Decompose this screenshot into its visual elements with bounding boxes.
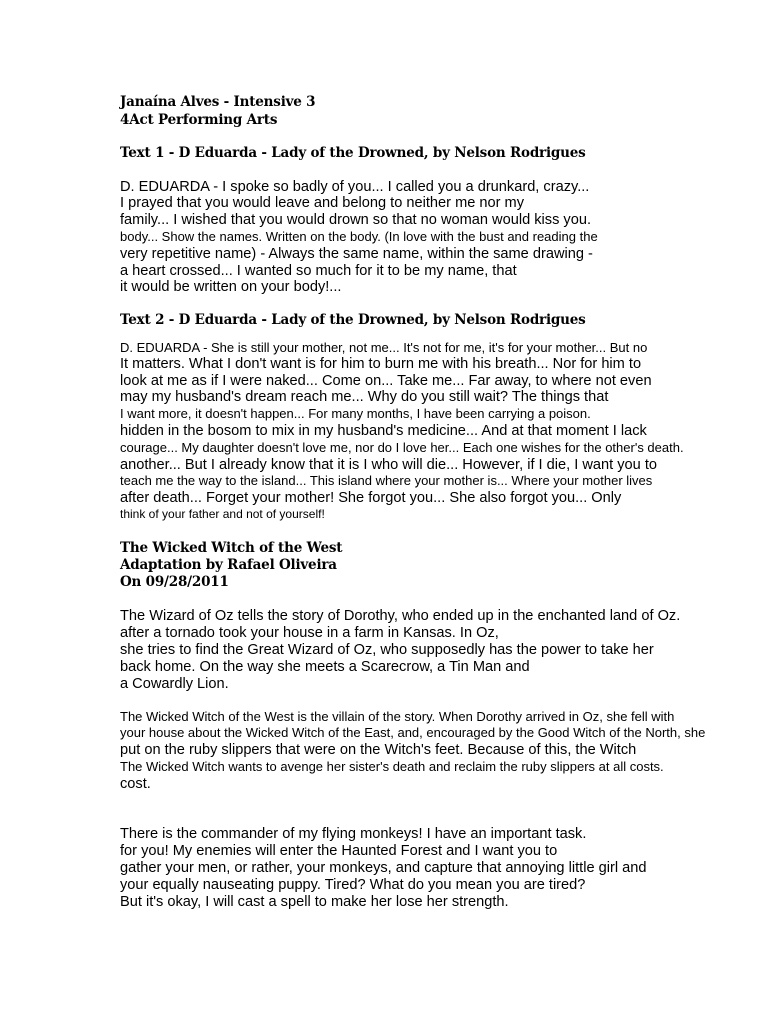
text1-title: Text 1 - D Eduarda - Lady of the Drowned, by Nelson Rodrigues [120, 145, 586, 161]
text1-line: very repetitive name) - Always the same name, within the same drawing - [120, 246, 593, 262]
text2-title: Text 2 - D Eduarda - Lady of the Drowned, by Nelson Rodrigues [120, 312, 586, 328]
text1-line: it would be written on your body!... [120, 279, 342, 295]
witch-para2-line: put on the ruby slippers that were on the Witch's feet. Because of this, the Witch [120, 742, 637, 758]
text1-line: D. EDUARDA - I spoke so badly of you... I called you a drunkard, crazy... [120, 179, 590, 195]
text1-line: I prayed that you would leave and belong to neither me nor my [120, 195, 525, 211]
witch-para1-line: after a tornado took your house in a farm in Kansas. In Oz, [120, 625, 499, 641]
text2-line: I want more, it doesn't happen... For many months, I have been carrying a poison. [120, 406, 591, 421]
text1-line: family... I wished that you would drown so that no woman would kiss you. [120, 212, 592, 228]
text1-line: body... Show the names. Written on the body. (In love with the bust and reading the [120, 229, 598, 244]
author-line: Janaína Alves - Intensive 3 [120, 94, 316, 110]
witch-para3-line: There is the commander of my flying monkeys! I have an important task. [120, 826, 587, 842]
text1-line: a heart crossed... I wanted so much for it to be my name, that [120, 263, 517, 279]
witch-para3-line: gather your men, or rather, your monkeys, and capture that annoying little girl and [120, 860, 647, 876]
text2-line: hidden in the bosom to mix in my husband's medicine... And at that moment I lack [120, 423, 647, 439]
witch-title: The Wicked Witch of the West [120, 540, 343, 556]
witch-para3-line: But it's okay, I will cast a spell to make her lose her strength. [120, 894, 509, 910]
text2-line: look at me as if I were naked... Come on... Take me... Far away, to where not even [120, 373, 652, 389]
text2-line: teach me the way to the island... This island where your mother is... Where your mother lives [120, 473, 653, 488]
witch-para1-line: back home. On the way she meets a Scarecrow, a Tin Man and [120, 659, 530, 675]
witch-para1-line: The Wizard of Oz tells the story of Dorothy, who ended up in the enchanted land of Oz. [120, 608, 681, 624]
witch-date: On 09/28/2011 [120, 574, 229, 590]
text2-line: think of your father and not of yourself! [120, 507, 325, 521]
text2-line: courage... My daughter doesn't love me, nor do I love her... Each one wishes for the other's death. [120, 440, 684, 455]
text2-line: It matters. What I don't want is for him to burn me with his breath... Nor for him to [120, 356, 642, 372]
witch-para2-line: cost. [120, 776, 151, 792]
witch-para2-line: The Wicked Witch of the West is the villain of the story. When Dorothy arrived in Oz, she fell with [120, 709, 675, 724]
witch-para3-line: for you! My enemies will enter the Haunted Forest and I want you to [120, 843, 558, 859]
witch-para3-line: your equally nauseating puppy. Tired? What do you mean you are tired? [120, 877, 586, 893]
witch-para2-line: The Wicked Witch wants to avenge her sister's death and reclaim the ruby slippers at all costs. [120, 759, 664, 774]
text2-line: D. EDUARDA - She is still your mother, not me... It's not for me, it's for your mother... But no [120, 340, 648, 355]
course-line: 4Act Performing Arts [120, 112, 278, 128]
witch-para2-line: your house about the Wicked Witch of the East, and, encouraged by the Good Witch of the North, she [120, 725, 706, 740]
witch-para1-line: she tries to find the Great Wizard of Oz, who supposedly has the power to take her [120, 642, 654, 658]
witch-para1-line: a Cowardly Lion. [120, 676, 229, 692]
witch-adaptation: Adaptation by Rafael Oliveira [120, 557, 337, 573]
text2-line: another... But I already know that it is I who will die... However, if I die, I want you to [120, 457, 657, 473]
text2-line: after death... Forget your mother! She forgot you... She also forgot you... Only [120, 490, 622, 506]
text2-line: may my husband's dream reach me... Why do you still wait? The things that [120, 389, 609, 405]
